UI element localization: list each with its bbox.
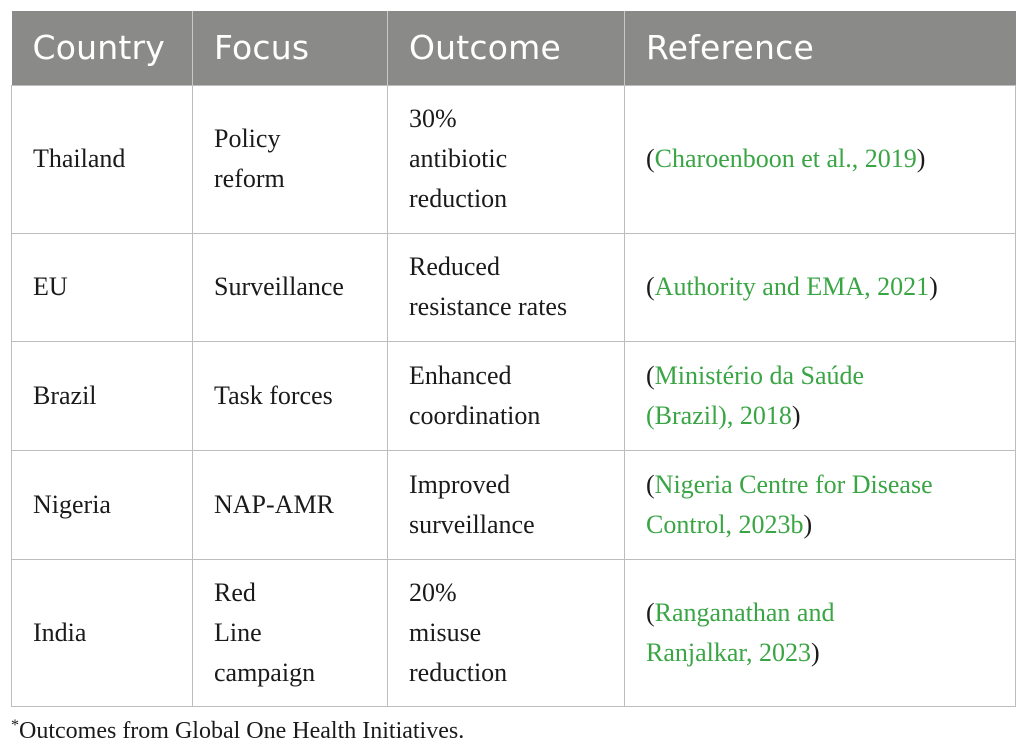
focus-line: Task forces [214,380,333,410]
cell-focus [193,559,388,706]
reference-link[interactable]: Charoenboon et al., 2019 [654,144,917,173]
outcome-line: 30% [409,104,457,133]
table-header-row [12,11,1016,85]
cell-reference: (Ministério da Saúde (Brazil), 2018) [625,341,1016,450]
cell-country [12,85,193,233]
cell-reference: (Ranganathan and Ranjalkar, 2023) [625,559,1016,706]
outcome-line: Enhanced [409,360,512,390]
country-text: Nigeria [33,489,111,519]
header-country: Country [12,11,193,85]
cell-outcome [388,559,625,706]
cell-focus [193,233,388,341]
table-row [12,450,1016,559]
table-footnote [11,717,464,745]
header-focus: Focus [193,11,388,85]
cell-reference: (Authority and EMA, 2021) [625,233,1016,341]
cell-country [12,450,193,559]
country-text: India [33,617,87,647]
cell-outcome [388,233,625,341]
outcome-line: Reduced [409,252,500,281]
table-row [12,559,1016,706]
outcome-line: coordination [409,400,541,430]
reference-link[interactable]: Authority and EMA, 2021 [654,272,930,301]
country-text: Thailand [33,144,126,173]
reference-link[interactable]: Ministério da Saúde [654,360,865,390]
outcome-line: Improved [409,469,511,499]
outcome-line: antibiotic [409,144,508,173]
cell-focus [193,450,388,559]
outcome-line: 20% [409,577,457,607]
reference-link[interactable]: Nigeria Centre for Disease [654,469,933,499]
focus-line: Red [214,577,256,607]
reference-link[interactable]: Ranjalkar, 2023 [646,637,812,667]
results-table [11,11,1016,707]
header-reference: Reference [646,28,814,68]
outcome-line: resistance rates [409,292,568,321]
cell-country [12,559,193,706]
focus-line: reform [214,164,285,193]
outcome-line: reduction [409,184,508,213]
focus-line: Line [214,617,262,647]
footnote-text: Outcomes from Global One Health Initiatives. [19,718,465,744]
focus-line: Surveillance [214,272,344,301]
table-row [12,85,1016,233]
reference-link[interactable]: Ranganathan and [654,597,835,627]
table-row [12,341,1016,450]
table-row [12,233,1016,341]
outcome-line: reduction [409,657,508,687]
header-outcome: Outcome [388,11,625,85]
focus-line: Policy [214,124,281,153]
reference-link[interactable]: (Brazil), 2018 [646,400,792,430]
cell-focus [193,341,388,450]
outcome-line: surveillance [409,509,535,539]
cell-reference: (Charoenboon et al., 2019) [625,85,1016,233]
cell-outcome [388,450,625,559]
cell-country [12,341,193,450]
cell-outcome [388,341,625,450]
focus-line: campaign [214,657,316,687]
focus-line: NAP-AMR [214,489,334,519]
reference-link[interactable]: Control, 2023b [646,509,804,539]
cell-outcome [388,85,625,233]
cell-country [12,233,193,341]
outcome-line: misuse [409,617,482,647]
footnote-marker: * [11,717,19,734]
country-text: EU [33,272,68,301]
results-table-container [11,11,1015,707]
country-text: Brazil [33,380,97,410]
cell-reference: (Nigeria Centre for Disease Control, 2023b) [625,450,1016,559]
cell-focus [193,85,388,233]
